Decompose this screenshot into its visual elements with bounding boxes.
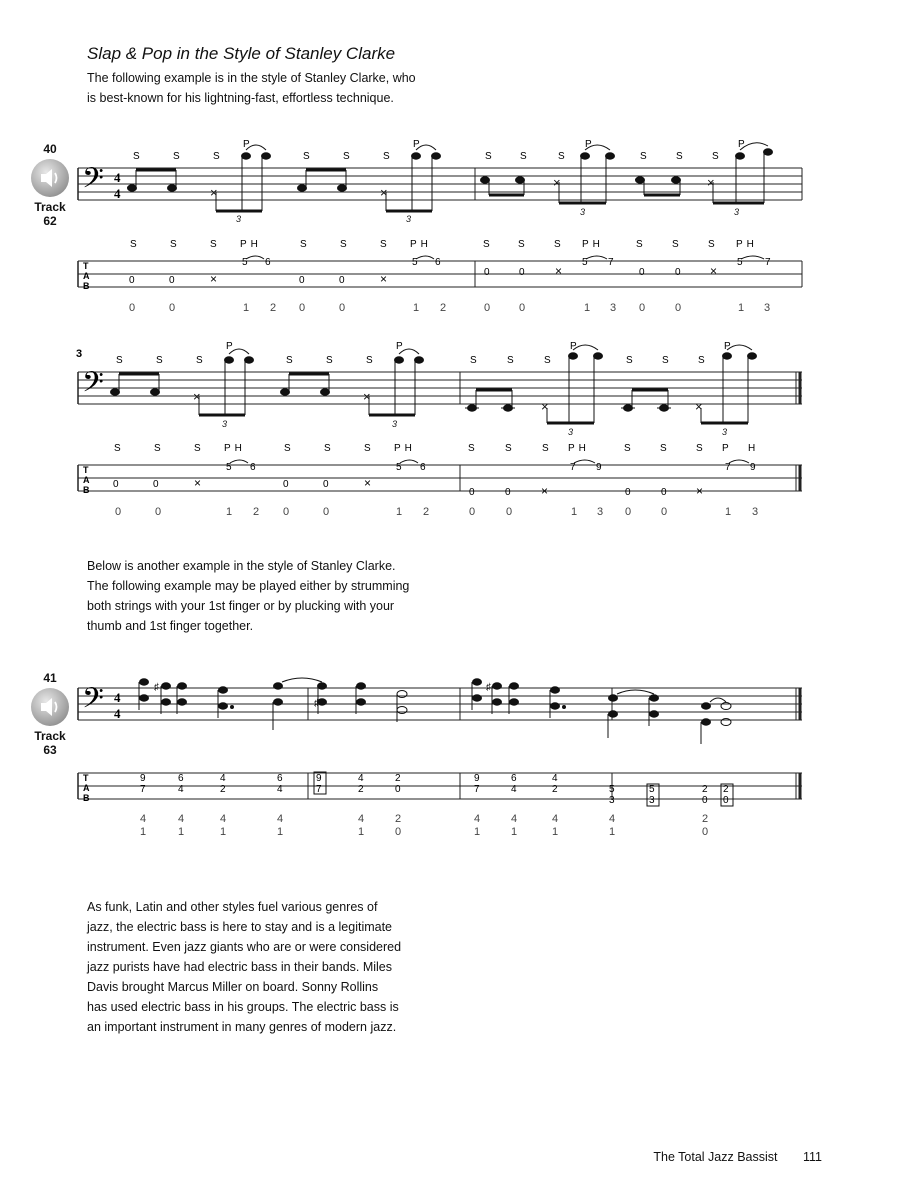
fingering-number: 3 [764, 302, 771, 314]
fingering-row [115, 506, 758, 518]
slap-mark: S [558, 151, 565, 162]
fret-number: 0 [505, 487, 511, 498]
fret-number: 2 [552, 784, 558, 795]
slap-mark: S [520, 151, 527, 162]
speaker-icon[interactable] [31, 159, 69, 197]
fingering-number: 1 [396, 506, 403, 518]
fingering-number: 1 [474, 826, 481, 838]
book-title: The Total Jazz Bassist [653, 1150, 778, 1164]
mid-line: thumb and 1st finger together. [87, 619, 254, 633]
fingering-number: 3 [610, 302, 617, 314]
note-head [168, 185, 177, 191]
slap-pop-row [116, 341, 731, 366]
dead-note-x: × [193, 389, 201, 404]
slap-mark: S [303, 151, 310, 162]
triplet-mark: 3 [406, 214, 412, 224]
fret-number: 0 [339, 275, 345, 286]
fret-number: 6 [265, 257, 271, 268]
fret-number: 0 [283, 479, 289, 490]
fret-number: 7 [570, 462, 576, 473]
technique-mark: S [672, 239, 679, 250]
fret-number: 2 [358, 784, 364, 795]
technique-mark: S [483, 239, 490, 250]
fret-number: 0 [484, 267, 490, 278]
fret-number: 0 [723, 795, 729, 806]
fret-number: 9 [140, 773, 146, 784]
pop-mark: P [226, 341, 233, 352]
svg-text:♯: ♯ [486, 682, 491, 693]
slap-mark: S [640, 151, 647, 162]
dead-note-x: × [194, 476, 202, 490]
fingering-number: 1 [243, 302, 250, 314]
technique-mark: S [505, 443, 512, 454]
fret-number: 7 [608, 257, 614, 268]
technique-mark: S [170, 239, 177, 250]
speaker-glyph-icon [38, 167, 62, 189]
pop-mark: P [585, 139, 592, 150]
tab-technique-row [114, 443, 755, 454]
fingering-number: 1 [511, 826, 518, 838]
dead-note-x: × [380, 272, 388, 286]
closing-paragraph [87, 897, 439, 1037]
fret-number: 4 [277, 784, 283, 795]
tab-letter: T [83, 773, 89, 783]
technique-mark: S [194, 443, 201, 454]
fingering-number: 0 [155, 506, 162, 518]
fret-number: 6 [250, 462, 256, 473]
technique-mark: S [380, 239, 387, 250]
fret-number: 5 [396, 462, 402, 473]
fingering-number: 2 [702, 813, 709, 825]
notation-system-1 [70, 135, 810, 315]
pop-mark: P [570, 341, 577, 352]
fingering-number: 0 [702, 826, 709, 838]
technique-mark: S [340, 239, 347, 250]
slap-mark: S [173, 151, 180, 162]
technique-mark: S [114, 443, 121, 454]
fret-number: 2 [723, 784, 729, 795]
slap-mark: S [366, 355, 373, 366]
dead-note-x: × [541, 484, 549, 498]
closing-line: jazz purists have had electric bass in their bands. Miles [87, 960, 393, 974]
fret-number: 0 [675, 267, 681, 278]
fret-number: 0 [702, 795, 708, 806]
tab-letter: A [83, 783, 90, 793]
dead-note-x: × [696, 484, 704, 498]
fingering-number: 1 [552, 826, 559, 838]
fret-number: 7 [316, 784, 322, 795]
fret-number: 5 [226, 462, 232, 473]
fingering-number: 1 [140, 826, 147, 838]
fingering-number: 0 [519, 302, 526, 314]
bass-clef-icon: 𝄢 [82, 367, 104, 405]
fingering-number: 2 [270, 302, 277, 314]
closing-line: an important instrument in many genres of modern jazz. [87, 1020, 397, 1034]
dead-note-x: × [210, 272, 218, 286]
fingering-number: 1 [609, 826, 616, 838]
intro-line: The following example is in the style of Stanley Clarke, who [87, 71, 416, 85]
fingering-number: 0 [339, 302, 346, 314]
triplet-mark: 3 [722, 427, 728, 437]
fret-number: 0 [395, 784, 401, 795]
slap-mark: S [326, 355, 333, 366]
measure-number: 3 [76, 348, 83, 360]
fret-number: 6 [435, 257, 441, 268]
slap-mark: S [698, 355, 705, 366]
technique-mark: S [660, 443, 667, 454]
track-number: 40 [43, 142, 57, 156]
dead-note-x: × [553, 175, 561, 190]
technique-mark: S [708, 239, 715, 250]
technique-mark: S [324, 443, 331, 454]
tab-chord-frets [140, 772, 733, 806]
fingering-number: 4 [277, 813, 284, 825]
fret-number: 2 [220, 784, 226, 795]
fingering-number: 4 [511, 813, 518, 825]
fret-number: 5 [609, 784, 615, 795]
fret-number: 4 [552, 773, 558, 784]
fingering-number: 0 [661, 506, 668, 518]
technique-mark: S [518, 239, 525, 250]
pop-mark: P [413, 139, 420, 150]
fingering-number: 0 [299, 302, 306, 314]
technique-mark: H [748, 443, 756, 454]
technique-mark: PH [224, 443, 246, 454]
fingering-number: 0 [469, 506, 476, 518]
dead-note-x: × [210, 185, 218, 200]
track-id: 62 [43, 214, 57, 228]
technique-mark: PH [240, 239, 262, 250]
intro-line: is best-known for his lightning-fast, effortless technique. [87, 91, 394, 105]
triplet-mark: 3 [222, 419, 228, 429]
notation-system-2 [70, 335, 810, 525]
fingering-number: 0 [283, 506, 290, 518]
track-id: 63 [43, 743, 57, 757]
fret-number: 7 [765, 257, 771, 268]
fingering-number: 4 [474, 813, 481, 825]
bass-staff [78, 163, 802, 201]
technique-mark: PH [394, 443, 416, 454]
fret-number: 0 [323, 479, 329, 490]
tab-technique-row [130, 239, 758, 250]
slap-mark: S [383, 151, 390, 162]
bass-clef-icon: 𝄢 [82, 163, 104, 201]
dead-note-x: × [364, 476, 372, 490]
closing-line: jazz, the electric bass is here to stay and is a legitimate [87, 920, 393, 934]
fingering-number: 1 [277, 826, 284, 838]
mid-line: The following example may be played either by strumming [87, 579, 410, 593]
slap-mark: S [343, 151, 350, 162]
technique-mark: P [722, 443, 729, 454]
triplet-mark: 3 [236, 214, 242, 224]
fingering-number: 1 [738, 302, 745, 314]
tab-letter: B [83, 793, 90, 803]
fret-number: 5 [242, 257, 248, 268]
fret-number: 9 [596, 462, 602, 473]
fret-number: 9 [474, 773, 480, 784]
slap-mark: S [156, 355, 163, 366]
dead-note-x: × [363, 389, 371, 404]
bass-staff [78, 367, 802, 405]
slap-mark: S [626, 355, 633, 366]
tab-letter: A [83, 271, 90, 281]
tab-staff [78, 465, 802, 495]
closing-line: Davis brought Marcus Miller on board. Sonny Rollins [87, 980, 379, 994]
triplet-mark: 3 [734, 207, 740, 217]
fingering-number: 0 [169, 302, 176, 314]
svg-text:♯: ♯ [314, 698, 319, 709]
slap-mark: S [712, 151, 719, 162]
bass-clef-icon: 𝄢 [82, 683, 104, 721]
fret-number: 5 [412, 257, 418, 268]
fingering-number: 0 [639, 302, 646, 314]
closing-line: has used electric bass in his groups. The electric bass is [87, 1000, 399, 1014]
notes [111, 345, 757, 437]
slap-mark: S [662, 355, 669, 366]
fingering-number: 2 [395, 813, 402, 825]
page-footer [653, 1150, 822, 1164]
fingering-number: 1 [220, 826, 227, 838]
slap-mark: S [676, 151, 683, 162]
mid-line: Below is another example in the style of Stanley Clarke. [87, 559, 396, 573]
dead-note-x: × [695, 399, 703, 414]
fret-number: 0 [299, 275, 305, 286]
slap-mark: S [196, 355, 203, 366]
technique-mark: S [364, 443, 371, 454]
technique-mark: PH [736, 239, 758, 250]
dead-note-x: × [707, 175, 715, 190]
fingering-number: 0 [395, 826, 402, 838]
technique-mark: S [554, 239, 561, 250]
technique-mark: S [542, 443, 549, 454]
fret-number: 3 [609, 795, 615, 806]
fingering-number: 0 [323, 506, 330, 518]
mid-paragraph [87, 556, 439, 636]
fret-number: 0 [169, 275, 175, 286]
closing-line: As funk, Latin and other styles fuel various genres of [87, 900, 378, 914]
speaker-glyph-icon [38, 696, 62, 718]
fingering-number: 2 [253, 506, 260, 518]
fingering-number: 1 [584, 302, 591, 314]
fret-number: 9 [316, 773, 322, 784]
slap-mark: S [116, 355, 123, 366]
mid-line: both strings with your 1st finger or by plucking with your [87, 599, 395, 613]
slap-mark: S [213, 151, 220, 162]
fret-number: 0 [129, 275, 135, 286]
fret-number: 4 [220, 773, 226, 784]
slap-mark: S [507, 355, 514, 366]
fingering-number: 0 [115, 506, 122, 518]
technique-mark: S [468, 443, 475, 454]
intro-paragraph [87, 68, 439, 108]
tab-letter: T [83, 465, 89, 475]
fret-number: 2 [702, 784, 708, 795]
fingering-number: 4 [220, 813, 227, 825]
fret-number: 6 [277, 773, 283, 784]
closing-line: instrument. Even jazz giants who are or were considered [87, 940, 402, 954]
pop-mark: P [396, 341, 403, 352]
triplet-mark: 3 [568, 427, 574, 437]
triplet-mark: 3 [580, 207, 586, 217]
fret-number: 7 [725, 462, 731, 473]
fingering-number: 2 [423, 506, 430, 518]
dead-note-x: × [380, 185, 388, 200]
svg-text:♯: ♯ [154, 682, 159, 693]
track-label: Track [34, 200, 66, 214]
fingering-number: 0 [129, 302, 136, 314]
fingering-number: 4 [609, 813, 616, 825]
slap-mark: S [544, 355, 551, 366]
fret-number: 9 [750, 462, 756, 473]
fret-number: 4 [358, 773, 364, 784]
fingering-number: 1 [571, 506, 578, 518]
fret-number: 0 [661, 487, 667, 498]
triplet-mark: 3 [392, 419, 398, 429]
fingering-number: 3 [752, 506, 759, 518]
fingering-number: 1 [413, 302, 420, 314]
technique-mark: PH [582, 239, 604, 250]
technique-mark: S [154, 443, 161, 454]
fingering-number: 1 [226, 506, 233, 518]
fret-number: 4 [178, 784, 184, 795]
fingering-number: 4 [358, 813, 365, 825]
time-signature-top: 4 [114, 170, 121, 185]
dead-note-x: × [710, 264, 718, 278]
fret-number: 6 [178, 773, 184, 784]
fret-number: 6 [511, 773, 517, 784]
technique-mark: S [696, 443, 703, 454]
fingering-number: 0 [625, 506, 632, 518]
fingering-number: 4 [178, 813, 185, 825]
time-signature-bottom: 4 [114, 706, 121, 721]
fret-number: 4 [511, 784, 517, 795]
technique-mark: S [624, 443, 631, 454]
slap-mark: S [286, 355, 293, 366]
technique-mark: PH [410, 239, 432, 250]
dead-note-x: × [555, 264, 563, 278]
pop-mark: P [738, 139, 745, 150]
tab-letter: B [83, 485, 90, 495]
fret-number: 6 [420, 462, 426, 473]
fret-number: 0 [639, 267, 645, 278]
technique-mark: S [636, 239, 643, 250]
fingering-number: 1 [178, 826, 185, 838]
technique-mark: S [130, 239, 137, 250]
page-number: 111 [802, 1150, 822, 1164]
slap-mark: S [470, 355, 477, 366]
fret-number: 5 [582, 257, 588, 268]
pop-mark: P [724, 341, 731, 352]
slap-mark: S [133, 151, 140, 162]
fret-number: 5 [737, 257, 743, 268]
fingering-number: 4 [552, 813, 559, 825]
time-signature-top: 4 [114, 690, 121, 705]
tab-letter: A [83, 475, 90, 485]
fret-number: 0 [519, 267, 525, 278]
fingering-number: 0 [506, 506, 513, 518]
fingering-number: 0 [675, 302, 682, 314]
technique-mark: S [284, 443, 291, 454]
fret-number: 0 [113, 479, 119, 490]
fingering-number: 1 [358, 826, 365, 838]
track-number: 41 [43, 671, 57, 685]
fret-number: 0 [153, 479, 159, 490]
fret-number: 3 [649, 795, 655, 806]
time-signature-bottom: 4 [114, 186, 121, 201]
tab-letter: T [83, 261, 89, 271]
technique-mark: S [210, 239, 217, 250]
fingering-row [140, 813, 708, 838]
fingering-number: 4 [140, 813, 147, 825]
technique-mark: PH [568, 443, 590, 454]
fret-number: 7 [140, 784, 146, 795]
fret-number: 0 [469, 487, 475, 498]
tab-frets [113, 460, 756, 498]
fret-number: 2 [395, 773, 401, 784]
pop-mark: P [243, 139, 250, 150]
section-title: Slap & Pop in the Style of Stanley Clarke [87, 44, 396, 63]
fret-number: 0 [625, 487, 631, 498]
notation-system-3 [70, 660, 810, 850]
note-head [128, 185, 137, 191]
tab-letter: B [83, 281, 90, 291]
speaker-icon[interactable] [31, 688, 69, 726]
slap-mark: S [485, 151, 492, 162]
fret-number: 7 [474, 784, 480, 795]
fingering-row [129, 302, 770, 314]
fingering-number: 2 [440, 302, 447, 314]
dead-note-x: × [541, 399, 549, 414]
fret-number: 5 [649, 784, 655, 795]
track-label: Track [34, 729, 66, 743]
fingering-number: 1 [725, 506, 732, 518]
fingering-number: 3 [597, 506, 604, 518]
fingering-number: 0 [484, 302, 491, 314]
tab-staff [78, 773, 802, 803]
technique-mark: S [300, 239, 307, 250]
